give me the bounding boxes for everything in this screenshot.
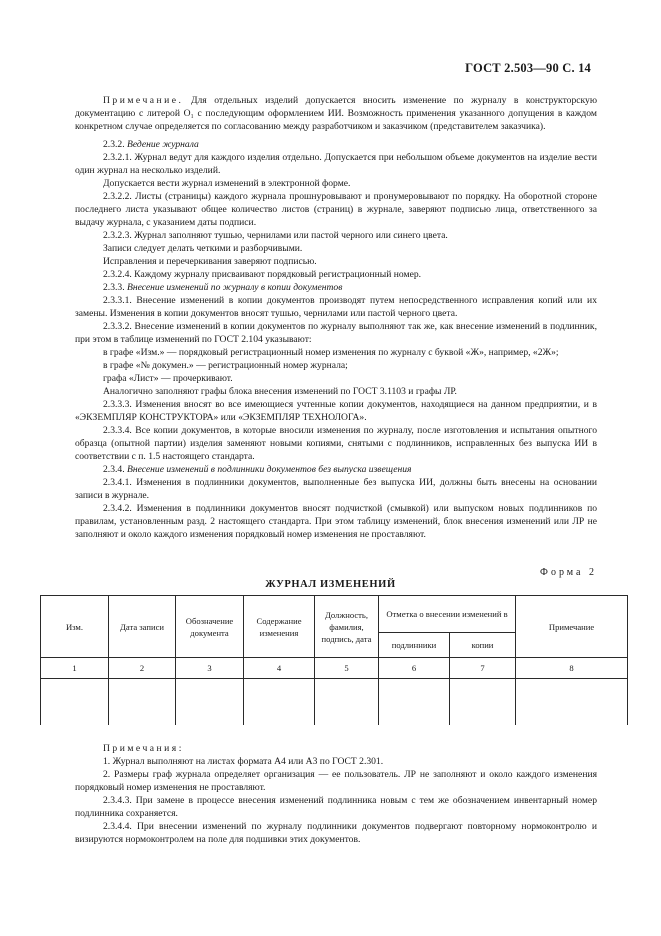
column-note: Примечание: [516, 596, 628, 658]
paragraph-2-3-3-1: 2.3.3.1. Внесение изменений в копии документов производят путем непосредственного исправления копий или их замены. Изменения в копии документов вносят тушью, чернилами или пастой черного цвета.: [75, 295, 597, 319]
paragraph-2-3-2-1: 2.3.2.1. Журнал ведут для каждого изделия отдельно. Допускается при небольшом объеме документов на изделие вести один журнал на несколько изделий.: [75, 152, 597, 176]
note-label: Примечание.: [103, 95, 184, 106]
main-text: [75, 94, 597, 541]
notes-section: [75, 742, 597, 846]
empty-cell: [379, 679, 450, 726]
paragraph-2-3-4-2: 2.3.4.2. Изменения в подлинники документов вносят подчисткой (смывкой) или выпуском новых подлинников по правилам, установленным разд. 2 настоящего стандарта. При этом таблицу изменений, блок внесения изменений или ЛР не заполняют и около каждого изменения порядковый номер изменения не проставляют.: [75, 503, 597, 540]
empty-entry-row: [41, 679, 628, 726]
column-number: 2: [109, 658, 176, 679]
paragraph-sheet-column: графа «Лист» — прочеркивают.: [103, 373, 233, 384]
empty-cell: [109, 679, 176, 726]
section-title: Ведение журнала: [127, 139, 199, 150]
paragraph-doc-column: в графе «№ докумен.» — регистрационный номер журнала;: [103, 360, 348, 371]
column-position: Должность, фамилия, подпись, дата: [315, 596, 379, 658]
empty-cell: [516, 679, 628, 726]
paragraph-2-3-2-4: 2.3.2.4. Каждому журналу присваивают порядковый регистрационный номер.: [103, 269, 422, 280]
paragraph-corrections: Исправления и перечеркивания заверяют подписью.: [103, 256, 317, 267]
page-header: ГОСТ 2.503—90 С. 14: [465, 61, 591, 75]
paragraph-2-3-2-2: 2.3.2.2. Листы (страницы) каждого журнала прошнуровывают и пронумеровывают по порядку. На оборотной стороне последнего листа указывают общее количество листов (страниц) в журнале, заверяют подписью лица, ответственного за выдачу журнала, с указанием даты подписи.: [75, 191, 597, 228]
section-heading-2-3-4: [75, 463, 597, 476]
section-number: 2.3.3.: [103, 282, 125, 293]
empty-cell: [41, 679, 109, 726]
column-izm: Изм.: [41, 596, 109, 658]
paragraph-2-3-3-3: 2.3.3.3. Изменения вносят во все имеющиеся учтенные копии документов, находящиеся на данном предприятии, и в «ЭКЗЕМПЛЯР КОНСТРУКТОРА» или «ЭКЗЕМПЛЯР ТЕХНОЛОГА».: [75, 399, 597, 423]
column-number: 1: [41, 658, 109, 679]
journal-title: ЖУРНАЛ ИЗМЕНЕНИЙ: [265, 579, 396, 590]
paragraph-2-3-3-4: 2.3.3.4. Все копии документов, в которые вносили изменения по журналу, после изготовления и испытания опытного образца (опытной партии) изделия заменяют новыми копиями, снятыми с подлинников, исправленных без выпуска ИИ в соответствии с п. 1.5 настоящего стандарта.: [75, 425, 597, 462]
empty-cell: [450, 679, 516, 726]
paragraph-izm-column: в графе «Изм.» — порядковый регистрационный номер изменения по журналу с буквой «Ж», например, «2Ж»;: [103, 347, 559, 358]
column-content: Содержание изменения: [244, 596, 315, 658]
paragraph-electronic-form: Допускается вести журнал изменений в электронной форме.: [103, 178, 351, 189]
paragraph-legible-entries: Записи следует делать четкими и разборчивыми.: [103, 243, 303, 254]
section-heading-2-3-3: [75, 281, 597, 294]
note-text: Для отдельных изделий допускается вносить изменение по журналу в конструкторскую документацию с литерой О₁ с последующим оформлением ИИ. Возможность применения указанного допущения в каждом конкретном случае определяется по согласованию между разработчиком и заказчиком (представителем заказчика).: [75, 95, 597, 132]
paragraph-2-3-3-2: 2.3.3.2. Внесение изменений в копии документов по журналу выполняют так же, как внесение изменений в подлинник, при этом в таблице изменений по ГОСТ 2.104 указывают:: [75, 321, 597, 345]
empty-cell: [315, 679, 379, 726]
column-number: 8: [516, 658, 628, 679]
paragraph-2-3-2-3: 2.3.2.3. Журнал заполняют тушью, чернилами или пастой черного или синего цвета.: [103, 230, 448, 241]
column-number: 6: [379, 658, 450, 679]
paragraph-2-3-4-1: 2.3.4.1. Изменения в подлинники документов, выполненные без выпуска ИИ, должны быть внесены на основании записи в журнале.: [75, 477, 597, 501]
column-designation: Обозначение документа: [176, 596, 244, 658]
note-paragraph: [75, 94, 597, 133]
notes-label-text: Примечания:: [103, 743, 184, 754]
column-number: 7: [450, 658, 516, 679]
column-originals: подлинники: [379, 633, 450, 658]
journal-table: [40, 595, 628, 725]
section-title: Внесение изменений по журналу в копии документов: [127, 282, 343, 293]
column-number: 5: [315, 658, 379, 679]
column-mark: Отметка о внесении изменений в: [379, 596, 516, 633]
paragraph-2-3-4-3: 2.3.4.3. При замене в процессе внесения изменений подлинника новым с тем же обозначением инвентарный номер подлинника сохраняется.: [75, 795, 597, 819]
paragraph-2-3-4-4: 2.3.4.4. При внесении изменений по журналу подлинники документов подвергают повторному нормоконтролю и визируются нормоконтролем на поле для подшивки этих документов.: [75, 821, 597, 845]
note-2: 2. Размеры граф журнала определяет организация — ее пользователь. ЛР не заполняют и около каждого изменения порядковый номер изменения не проставляют.: [75, 769, 597, 793]
empty-cell: [176, 679, 244, 726]
empty-cell: [244, 679, 315, 726]
section-title: Внесение изменений в подлинники документов без выпуска извещения: [127, 464, 412, 475]
form-number: Форма 2: [540, 567, 597, 578]
section-number: 2.3.2.: [103, 139, 125, 150]
column-number: 3: [176, 658, 244, 679]
paragraph-similarly: Аналогично заполняют графы блока внесения изменений по ГОСТ 3.1103 и графы ЛР.: [103, 386, 457, 397]
note-1: 1. Журнал выполняют на листах формата А4 или А3 по ГОСТ 2.301.: [103, 756, 384, 767]
section-number: 2.3.4.: [103, 464, 125, 475]
column-copies: копии: [450, 633, 516, 658]
notes-label: [75, 742, 597, 755]
column-number: 4: [244, 658, 315, 679]
column-date: Дата записи: [109, 596, 176, 658]
section-heading-2-3-2: [75, 138, 597, 151]
column-numbers-row: [41, 658, 628, 679]
